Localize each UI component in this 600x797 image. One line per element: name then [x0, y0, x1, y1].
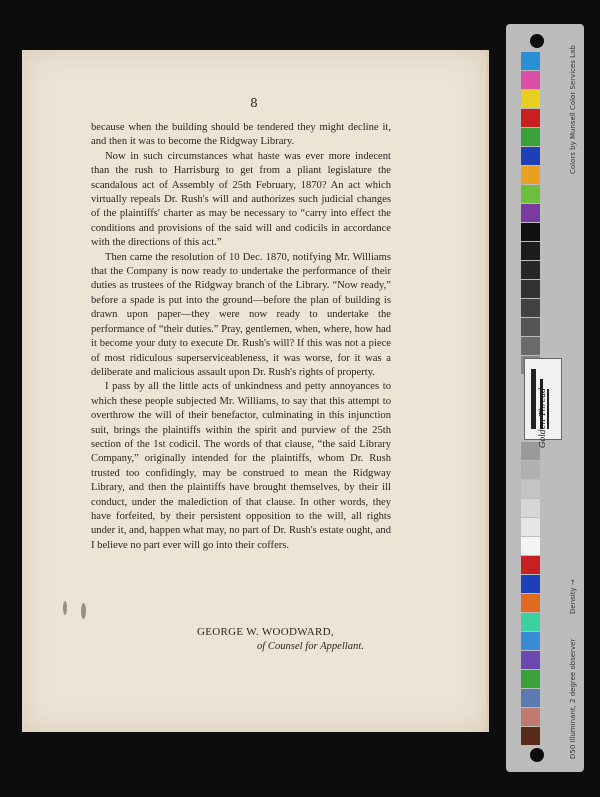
color-patch — [521, 147, 540, 165]
color-patch — [521, 52, 540, 70]
paragraph-1: because when the building should be tendered they might decline it, and then it was to become the Ridgway Library. — [91, 122, 391, 148]
color-patch — [521, 185, 540, 203]
color-patch — [521, 128, 540, 146]
color-patch — [521, 109, 540, 127]
golden-thread-label: Golden Thread — [538, 387, 547, 448]
paragraph-2: Now in such circumstances what haste was ever more indecent than the rush to Harrisburg to get from a pliant legislature the scandalous act of Assembly of 25th February, 1870? An act which virtually repeals Dr. Rush's will and authorizes such judicial changes of the plaintiffs' charter as may be necessary to “carry into effect the conditions and provisions of the said will and codicils in accordance with the directions of this act.” — [91, 150, 391, 249]
color-patch — [521, 689, 540, 707]
target-hole — [530, 34, 544, 48]
color-patch — [521, 537, 540, 555]
paragraph-4: I pass by all the little acts of unkindness and petty annoyances to which these people subjected Mr. Williams, to say that this attempt to overthrow the will of their benefactor, culminating in this injunction suit, brings the plaintiffs within the spirit and purview of the 25th section of the 1st codicil. The words of that clause, “the said Library Company,” originally intended for the plaintiffs, whom Dr. Rush trusted too confidingly, may be construed to mean the Ridgway Library, and then the plaintiffs have brought themselves, by their ill conduct, under the malediction of that clause. In other words, they have forfeited, by their persistent opposition to the will, all rights under it, and, happen what may, no part of Dr. Rush's estate ought, and I believe no part ever will go into their coffers. — [91, 381, 391, 551]
document-page — [22, 50, 489, 732]
color-patch — [521, 613, 540, 631]
color-patch — [521, 727, 540, 745]
color-patch — [521, 594, 540, 612]
color-patch — [521, 242, 540, 260]
color-patch — [521, 337, 540, 355]
color-patch — [521, 223, 540, 241]
color-patch — [521, 90, 540, 108]
color-patch — [521, 651, 540, 669]
page-number: 8 — [250, 96, 258, 110]
color-patch — [521, 318, 540, 336]
color-patch — [521, 71, 540, 89]
color-patch — [521, 261, 540, 279]
color-patch — [521, 166, 540, 184]
color-patch — [521, 461, 540, 479]
signature-role: of Counsel for Appellant. — [257, 641, 364, 652]
target-bottom-label: D50 Illuminant, 2 degree observer — [569, 638, 577, 759]
color-patch — [521, 480, 540, 498]
color-patch — [521, 499, 540, 517]
target-top-label: Colors by Munsell Color Services Lab — [569, 45, 577, 174]
color-patch — [521, 708, 540, 726]
color-patch — [521, 518, 540, 536]
color-patch — [521, 204, 540, 222]
color-patch — [521, 556, 540, 574]
color-patch — [521, 299, 540, 317]
color-patch — [521, 632, 540, 650]
signature-name: GEORGE W. WOODWARD, — [197, 626, 334, 638]
color-patch — [521, 670, 540, 688]
target-hole — [530, 748, 544, 762]
paragraph-3: Then came the resolution of 10 Dec. 1870, notifying Mr. Williams that the Company is now ready to undertake the performance of their duties as trustees of the Ridgway branch of the Library. “Now ready,” before a spade is put into the ground—before the plan of building is drawn upon paper—they were now ready to undertake the performance of “their duties.” Pray, gentlemen, when, where, how had it become your duty to execute Dr. Rush's will? If this was not a piece of most ridiculous superserviceableness, it was worse, for it was a deliberate and malicious assault upon Dr. Rush's rights of property. — [91, 251, 391, 378]
ink-blot — [81, 603, 86, 619]
target-density-label: Density → — [569, 579, 577, 614]
color-patch — [521, 575, 540, 593]
color-patch — [521, 280, 540, 298]
body-text — [91, 121, 391, 553]
ink-blot — [63, 601, 67, 615]
